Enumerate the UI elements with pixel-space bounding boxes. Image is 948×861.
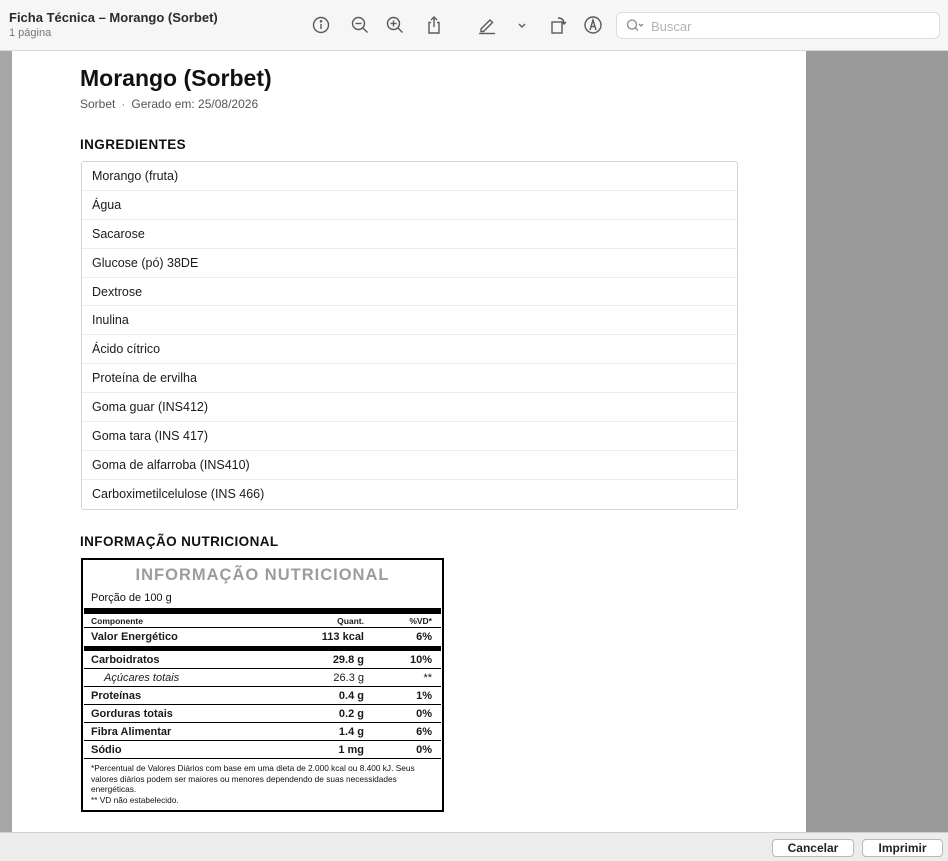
markup-icon[interactable] <box>582 14 604 36</box>
nutrition-row-energy <box>84 628 441 646</box>
search-icon <box>625 17 645 35</box>
nutrition-label-title: INFORMAÇÃO NUTRICIONAL <box>135 566 390 584</box>
generated-date: Gerado em: 25/08/2026 <box>131 97 259 111</box>
nutrient-name: Gorduras totais <box>91 707 173 720</box>
nutrition-row <box>84 741 441 759</box>
nutrition-rows <box>83 651 442 759</box>
nutrient-dv: 0% <box>416 707 432 720</box>
rotate-icon[interactable] <box>547 14 569 36</box>
nutrient-dv: ** <box>423 671 432 684</box>
separator-dot: · <box>121 97 126 111</box>
nutrient-qty: 0.2 g <box>338 707 364 720</box>
ingredients-heading: INGREDIENTES <box>80 137 187 152</box>
nutrient-name: Sódio <box>91 743 122 756</box>
nutrition-row <box>84 723 441 741</box>
cancel-button[interactable]: Cancelar <box>772 839 854 857</box>
print-button[interactable]: Imprimir <box>862 839 943 857</box>
portion-size: Porção de 100 g <box>91 592 172 604</box>
nutrient-dv: 6% <box>416 631 432 643</box>
nutrient-qty: 0.4 g <box>338 689 364 702</box>
nutrition-footnote <box>83 759 442 805</box>
ingredient-row: Ácido cítrico <box>82 335 737 364</box>
nutrient-qty: 26.3 g <box>333 671 364 684</box>
ingredient-row: Carboximetilcelulose (INS 466) <box>92 486 265 501</box>
nutrition-row <box>84 651 441 669</box>
nutrient-name: Proteínas <box>91 689 142 702</box>
footnote-na: ** VD não estabelecido. <box>91 794 179 805</box>
zoom-in-icon[interactable] <box>384 14 406 36</box>
nutrient-name: Açúcares totais <box>104 671 180 684</box>
nutrition-row <box>84 705 441 723</box>
nutrient-name: Valor Energético <box>91 631 178 643</box>
search-field[interactable] <box>616 12 940 39</box>
toolbar <box>0 0 948 51</box>
category-label: Sorbet <box>80 97 116 111</box>
document-page <box>12 51 806 832</box>
chevron-down-icon[interactable] <box>511 14 527 36</box>
nutrition-heading: INFORMAÇÃO NUTRICIONAL <box>80 534 279 549</box>
search-input[interactable] <box>651 17 931 35</box>
nutrient-dv: 1% <box>416 689 432 702</box>
ingredient-row: Morango (fruta) <box>82 162 737 191</box>
nutrient-dv: 10% <box>409 653 432 666</box>
nutrition-row <box>84 669 441 687</box>
ingredient-row: Proteína de ervilha <box>82 364 737 393</box>
info-icon[interactable] <box>310 14 332 36</box>
page-title: Morango (Sorbet) <box>80 65 272 91</box>
ingredients-table <box>81 161 738 510</box>
window-title: Ficha Técnica – Morango (Sorbet) <box>9 10 218 25</box>
ingredient-row: Inulina <box>82 306 737 335</box>
zoom-out-icon[interactable] <box>349 14 371 36</box>
ingredient-row: Água <box>82 191 737 220</box>
canvas-background <box>806 51 948 832</box>
footnote-dv: *Percentual de Valores Diários com base em uma dieta de 2.000 kcal ou 8.400 kJ. Seus valores diários podem ser maiores ou menores dependendo de suas necessidades energéticas. <box>91 763 415 794</box>
ingredient-row: Sacarose <box>82 220 737 249</box>
document-meta <box>80 97 258 111</box>
nutrient-qty: 29.8 g <box>332 653 364 666</box>
ingredient-row: Goma de alfarroba (INS410) <box>82 451 737 480</box>
nutrient-name: Carboidratos <box>91 653 160 666</box>
nutrient-qty: 113 kcal <box>321 631 364 643</box>
page-count: 1 página <box>9 27 52 39</box>
nutrient-qty: 1 mg <box>338 743 364 756</box>
nutrition-label <box>81 558 444 812</box>
sidebar-gutter <box>0 51 12 832</box>
ingredient-row: Goma guar (INS412) <box>82 393 737 422</box>
nutrition-row <box>84 687 441 705</box>
share-icon[interactable] <box>423 14 445 36</box>
ingredient-row: Dextrose <box>82 278 737 307</box>
nutrition-header-row <box>84 614 441 628</box>
header-component: Componente <box>91 615 143 626</box>
nutrient-dv: 6% <box>416 725 432 738</box>
dialog-footer <box>0 832 948 861</box>
header-dv: %VD* <box>409 615 432 626</box>
nutrient-qty: 1.4 g <box>338 725 364 738</box>
highlight-icon[interactable] <box>476 14 498 36</box>
header-quantity: Quant. <box>337 615 364 626</box>
nutrient-dv: 0% <box>416 743 432 756</box>
nutrient-name: Fibra Alimentar <box>91 725 172 738</box>
ingredient-row: Goma tara (INS 417) <box>82 422 737 451</box>
ingredient-row: Glucose (pó) 38DE <box>82 249 737 278</box>
